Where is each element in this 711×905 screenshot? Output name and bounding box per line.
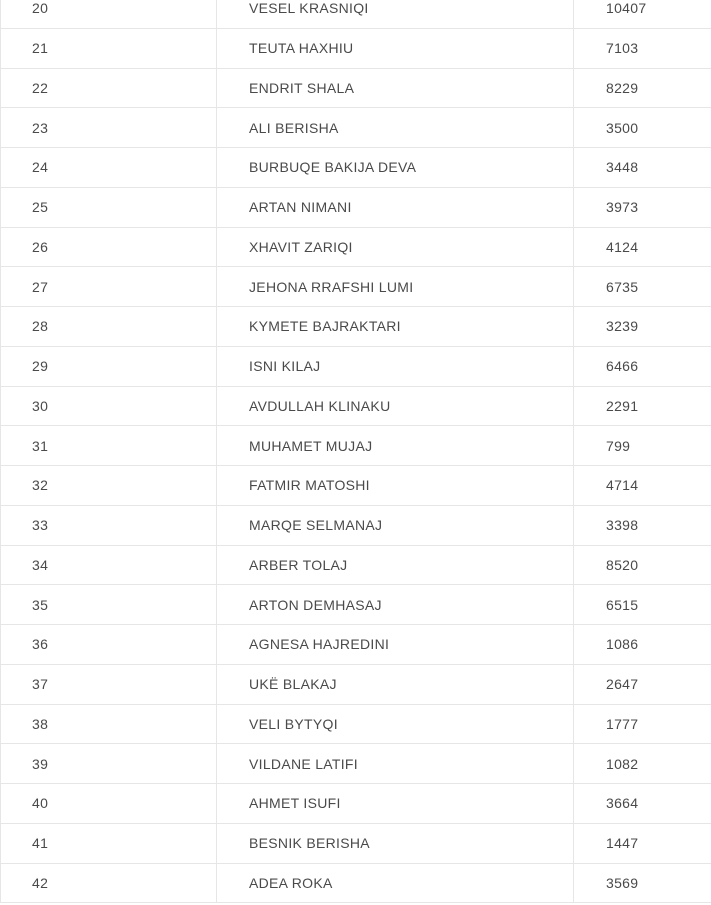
table-row: [1, 267, 711, 307]
candidate-number-cell: 40: [1, 784, 217, 824]
candidate-name-cell: ARTON DEMHASAJ: [217, 585, 574, 625]
candidate-name-cell: ADEA ROKA: [217, 863, 574, 903]
candidate-number-cell: 25: [1, 187, 217, 227]
vote-count-cell: 1086: [574, 625, 711, 665]
vote-count-cell: 8229: [574, 68, 711, 108]
candidate-number-cell: 29: [1, 346, 217, 386]
table-row: [1, 68, 711, 108]
candidate-number-cell: 32: [1, 466, 217, 506]
candidate-name-cell: VILDANE LATIFI: [217, 744, 574, 784]
vote-count-cell: 6515: [574, 585, 711, 625]
vote-count-cell: 799: [574, 426, 711, 466]
vote-count-cell: 4714: [574, 466, 711, 506]
table-row: [1, 664, 711, 704]
candidate-number-cell: 36: [1, 625, 217, 665]
candidate-name-cell: ALI BERISHA: [217, 108, 574, 148]
vote-count-cell: 3448: [574, 148, 711, 188]
table-row: [1, 108, 711, 148]
candidate-number-cell: 21: [1, 28, 217, 68]
candidate-number-cell: 31: [1, 426, 217, 466]
candidate-name-cell: MARQE SELMANAJ: [217, 505, 574, 545]
vote-count-cell: 3239: [574, 307, 711, 347]
candidate-number-cell: 39: [1, 744, 217, 784]
candidate-name-cell: AGNESA HAJREDINI: [217, 625, 574, 665]
candidate-name-cell: UKË BLAKAJ: [217, 664, 574, 704]
table-row: [1, 784, 711, 824]
table-row: [1, 466, 711, 506]
table-row: [1, 625, 711, 665]
vote-count-cell: 4124: [574, 227, 711, 267]
table-row: [1, 585, 711, 625]
candidate-number-cell: 26: [1, 227, 217, 267]
candidate-number-cell: 42: [1, 863, 217, 903]
candidate-number-cell: 23: [1, 108, 217, 148]
vote-count-cell: 3398: [574, 505, 711, 545]
vote-count-cell: 1777: [574, 704, 711, 744]
candidate-number-cell: 38: [1, 704, 217, 744]
table-row: [1, 227, 711, 267]
candidate-name-cell: ENDRIT SHALA: [217, 68, 574, 108]
vote-count-cell: 6735: [574, 267, 711, 307]
vote-count-cell: 10407: [574, 0, 711, 28]
table-row: [1, 148, 711, 188]
candidate-number-cell: 24: [1, 148, 217, 188]
candidate-number-cell: 30: [1, 386, 217, 426]
vote-count-cell: 2647: [574, 664, 711, 704]
table-row: [1, 744, 711, 784]
candidate-number-cell: 22: [1, 68, 217, 108]
candidate-name-cell: AHMET ISUFI: [217, 784, 574, 824]
vote-count-cell: 8520: [574, 545, 711, 585]
candidate-name-cell: JEHONA RRAFSHI LUMI: [217, 267, 574, 307]
table-row: [1, 426, 711, 466]
candidate-name-cell: ISNI KILAJ: [217, 346, 574, 386]
vote-count-cell: 2291: [574, 386, 711, 426]
table-row: [1, 346, 711, 386]
vote-count-cell: 1447: [574, 823, 711, 863]
candidate-name-cell: XHAVIT ZARIQI: [217, 227, 574, 267]
candidate-name-cell: VESEL KRASNIQI: [217, 0, 574, 28]
candidate-number-cell: 34: [1, 545, 217, 585]
candidate-name-cell: ARTAN NIMANI: [217, 187, 574, 227]
candidate-name-cell: ARBER TOLAJ: [217, 545, 574, 585]
vote-count-cell: 1082: [574, 744, 711, 784]
candidate-number-cell: 33: [1, 505, 217, 545]
candidate-name-cell: BESNIK BERISHA: [217, 823, 574, 863]
candidate-name-cell: BURBUQE BAKIJA DEVA: [217, 148, 574, 188]
candidate-number-cell: 35: [1, 585, 217, 625]
candidate-name-cell: KYMETE BAJRAKTARI: [217, 307, 574, 347]
candidate-name-cell: TEUTA HAXHIU: [217, 28, 574, 68]
table-row: [1, 823, 711, 863]
table-row: [1, 0, 711, 28]
table-row: [1, 505, 711, 545]
table-row: [1, 863, 711, 903]
candidate-name-cell: FATMIR MATOSHI: [217, 466, 574, 506]
candidate-number-cell: 28: [1, 307, 217, 347]
candidate-number-cell: 41: [1, 823, 217, 863]
table-row: [1, 28, 711, 68]
candidate-name-cell: MUHAMET MUJAJ: [217, 426, 574, 466]
vote-count-cell: 7103: [574, 28, 711, 68]
vote-count-cell: 3664: [574, 784, 711, 824]
vote-count-cell: 3500: [574, 108, 711, 148]
vote-count-cell: 3973: [574, 187, 711, 227]
candidate-number-cell: 37: [1, 664, 217, 704]
table-row: [1, 545, 711, 585]
table-row: [1, 386, 711, 426]
table-row: [1, 187, 711, 227]
candidate-number-cell: 27: [1, 267, 217, 307]
vote-count-cell: 3569: [574, 863, 711, 903]
candidate-number-cell: 20: [1, 0, 217, 28]
results-table-body: [1, 0, 711, 903]
vote-count-cell: 6466: [574, 346, 711, 386]
table-row: [1, 307, 711, 347]
candidate-name-cell: VELI BYTYQI: [217, 704, 574, 744]
candidate-name-cell: AVDULLAH KLINAKU: [217, 386, 574, 426]
table-row: [1, 704, 711, 744]
